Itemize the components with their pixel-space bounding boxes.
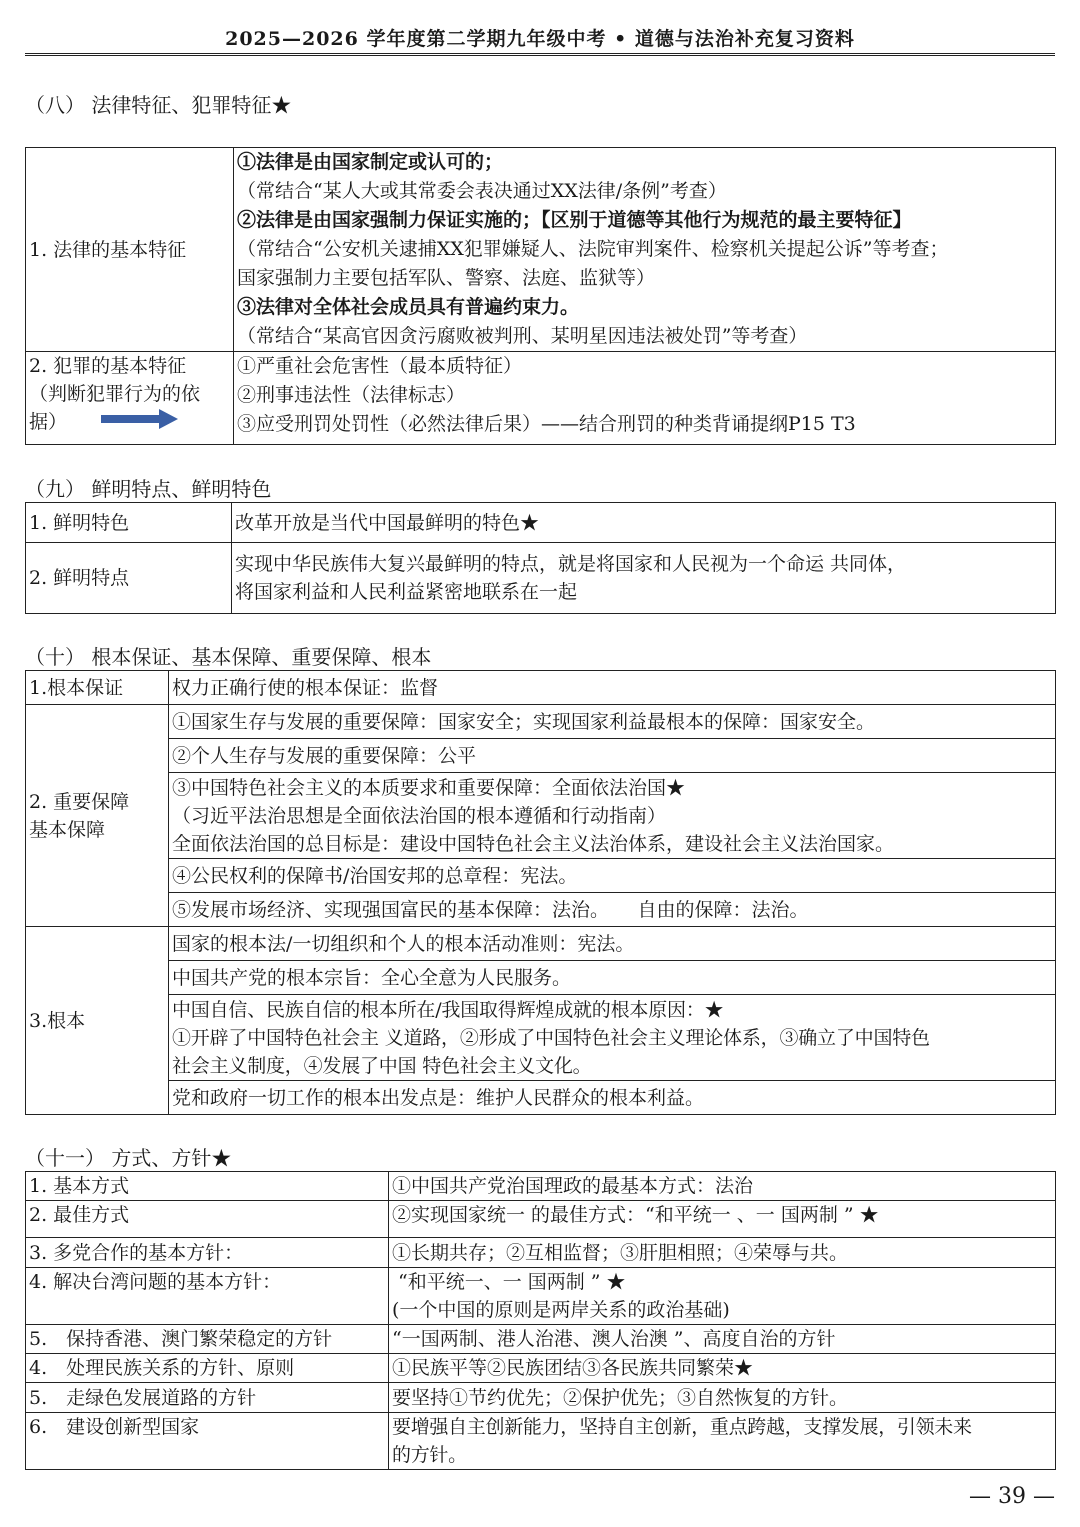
table-row <box>26 543 1056 614</box>
row-content <box>234 352 1056 445</box>
table-row <box>26 1268 1056 1325</box>
row-content: ⑤发展市场经济、实现强国富民的基本保障：法治。 自由的保障：法治。 <box>169 893 1056 927</box>
row-content <box>169 995 1056 1081</box>
taiwan-policy-note: (一个中国的原则是两岸关系的政治基础) <box>392 1299 730 1321</box>
row-content: ②实现国家统一 的最佳方式：“和平统一 、一 国两制 ” ★ <box>389 1201 1056 1238</box>
row-content <box>389 1268 1056 1325</box>
root-c-line1: 中国自信、民族自信的根本所在/我国取得辉煌成就的根本原因：★ <box>172 998 724 1021</box>
row-content: ④公民权利的保障书/治国安邦的总章程：宪法。 <box>169 859 1056 893</box>
row-content: ①民族平等②民族团结③各民族共同繁荣★ <box>389 1354 1056 1383</box>
guarantee-c-line3: 全面依法治国的总目标是：建设中国特色社会主义法治体系，建设社会主义法治国家。 <box>172 832 895 855</box>
table-row <box>26 705 1056 739</box>
row-label: 2. 鲜明特点 <box>26 543 232 614</box>
table-row <box>26 773 1056 859</box>
crime-feature-3: ③应受刑罚处罚性（必然法律后果）——结合刑罚的种类背诵提纲P15 T3 <box>237 413 856 435</box>
section-10-table <box>25 670 1056 1115</box>
row-content: 中国共产党的根本宗旨：全心全意为人民服务。 <box>169 961 1056 995</box>
right-arrow-icon <box>101 408 179 438</box>
guarantee-label-line1: 2. 重要保障 <box>29 790 130 813</box>
row-label <box>26 352 234 445</box>
row-label: 4. 处理民族关系的方针、原则 <box>26 1354 389 1383</box>
feature-text-line1: 实现中华民族伟大复兴最鲜明的特点，就是将国家和人民视为一个命运 共同体， <box>235 553 907 575</box>
row-content <box>389 1413 1056 1470</box>
section-8-title: （八） 法律特征、犯罪特征★ <box>25 93 292 117</box>
section-11-title: （十一） 方式、方针★ <box>25 1146 232 1170</box>
table-row <box>26 671 1056 705</box>
law-feature-2: ②法律是由国家强制力保证实施的；【区别于道德等其他行为规范的最主要特征】 <box>237 209 912 231</box>
row-label: 5. 保持香港、澳门繁荣稳定的方针 <box>26 1325 389 1354</box>
crime-label-line3-wrap <box>29 408 230 438</box>
row-label: 1. 鲜明特色 <box>26 503 232 543</box>
row-content <box>169 773 1056 859</box>
table-row <box>26 1172 1056 1201</box>
section-10-title: （十） 根本保证、基本保障、重要保障、根本 <box>25 645 432 669</box>
row-label: 1. 基本方式 <box>26 1172 389 1201</box>
table-row <box>26 148 1056 352</box>
page-number: — 39 — <box>969 1484 1055 1509</box>
section-8-table <box>25 147 1056 445</box>
row-label: 2. 最佳方式 <box>26 1201 389 1238</box>
row-content: ①国家生存与发展的重要保障：国家安全；实现国家利益最根本的保障：国家安全。 <box>169 705 1056 739</box>
guarantee-label-line2: 基本保障 <box>29 818 106 841</box>
section-9-table <box>25 502 1056 614</box>
feature-text-line2: 将国家利益和人民利益紧密地联系在一起 <box>235 581 578 603</box>
crime-label-line3: 据） <box>29 411 68 433</box>
law-feature-2-note2: 国家强制力主要包括军队、警察、法庭、监狱等） <box>237 267 656 289</box>
law-feature-3: ③法律对全体社会成员具有普遍约束力。 <box>237 296 580 318</box>
table-row <box>26 1383 1056 1413</box>
row-content <box>234 148 1056 352</box>
innovation-line2: 的方针。 <box>392 1444 467 1466</box>
table-row <box>26 1354 1056 1383</box>
law-feature-1-note: （常结合“某人大或其常委会表决通过XX法律/条例”考查） <box>237 180 727 202</box>
row-content: 改革开放是当代中国最鲜明的特色★ <box>232 503 1056 543</box>
row-label: 4. 解决台湾问题的基本方针： <box>26 1268 389 1325</box>
law-feature-1: ①法律是由国家制定或认可的； <box>237 151 504 173</box>
table-row <box>26 1238 1056 1268</box>
row-label: 6. 建设创新型国家 <box>26 1413 389 1470</box>
crime-feature-1: ①严重社会危害性（最本质特征） <box>237 355 523 377</box>
guarantee-c-line2: （习近平法治思想是全面依法治国的根本遵循和行动指南） <box>172 804 667 827</box>
table-row <box>26 1081 1056 1115</box>
table-row <box>26 859 1056 893</box>
table-row <box>26 503 1056 543</box>
table-row <box>26 927 1056 961</box>
row-content: 党和政府一切工作的根本出发点是：维护人民群众的根本利益。 <box>169 1081 1056 1115</box>
table-row <box>26 995 1056 1081</box>
row-label <box>26 705 169 927</box>
row-label: 5. 走绿色发展道路的方针 <box>26 1383 389 1413</box>
table-row <box>26 1413 1056 1470</box>
row-label: 1. 法律的基本特征 <box>26 148 234 352</box>
crime-label-line1: 2. 犯罪的基本特征 <box>29 355 187 377</box>
table-row <box>26 893 1056 927</box>
law-feature-3-note: （常结合“某高官因贪污腐败被判刑、某明星因违法被处罚”等考查） <box>237 325 808 347</box>
innovation-line1: 要增强自主创新能力，坚持自主创新，重点跨越，支撑发展，引领未来 <box>392 1416 972 1438</box>
root-c-line2: ①开辟了中国特色社会主 义道路，②形成了中国特色社会主义理论体系，③确立了中国特色 <box>172 1026 930 1049</box>
row-content: ②个人生存与发展的重要保障：公平 <box>169 739 1056 773</box>
page-header: 2025—2026 学年度第二学期九年级中考 • 道德与法治补充复习资料 <box>25 22 1055 56</box>
table-row <box>26 739 1056 773</box>
row-content: ①中国共产党治国理政的最基本方式：法治 <box>389 1172 1056 1201</box>
row-content: 权力正确行使的根本保证：监督 <box>169 671 1056 705</box>
row-content <box>232 543 1056 614</box>
taiwan-policy: “和平统一、一 国两制 ” ★ <box>398 1271 626 1293</box>
row-content: “一国两制、港人治港、澳人治澳 ”、高度自治的方针 <box>389 1325 1056 1354</box>
root-c-line3: 社会主义制度，④发展了中国 特色社会主义文化。 <box>172 1054 592 1077</box>
guarantee-c-line1: ③中国特色社会主义的本质要求和重要保障：全面依法治国★ <box>172 776 686 799</box>
row-content: 要坚持①节约优先；②保护优先；③自然恢复的方针。 <box>389 1383 1056 1413</box>
crime-label-line2: （判断犯罪行为的依 <box>29 383 201 405</box>
law-feature-2-note: （常结合“公安机关逮捕XX犯罪嫌疑人、法院审判案件、检察机关提起公诉”等考查； <box>237 238 949 260</box>
row-content: 国家的根本法/一切组织和个人的根本活动准则：宪法。 <box>169 927 1056 961</box>
row-label: 1.根本保证 <box>26 671 169 705</box>
row-label: 3.根本 <box>26 927 169 1115</box>
row-label: 3. 多党合作的基本方针： <box>26 1238 389 1268</box>
crime-feature-2: ②刑事违法性（法律标志） <box>237 384 466 406</box>
table-row <box>26 1325 1056 1354</box>
section-11-table <box>25 1171 1056 1470</box>
table-row <box>26 1201 1056 1238</box>
row-content: ①长期共存；②互相监督；③肝胆相照；④荣辱与共。 <box>389 1238 1056 1268</box>
table-row <box>26 352 1056 445</box>
table-row <box>26 961 1056 995</box>
section-9-title: （九） 鲜明特点、鲜明特色 <box>25 477 272 501</box>
